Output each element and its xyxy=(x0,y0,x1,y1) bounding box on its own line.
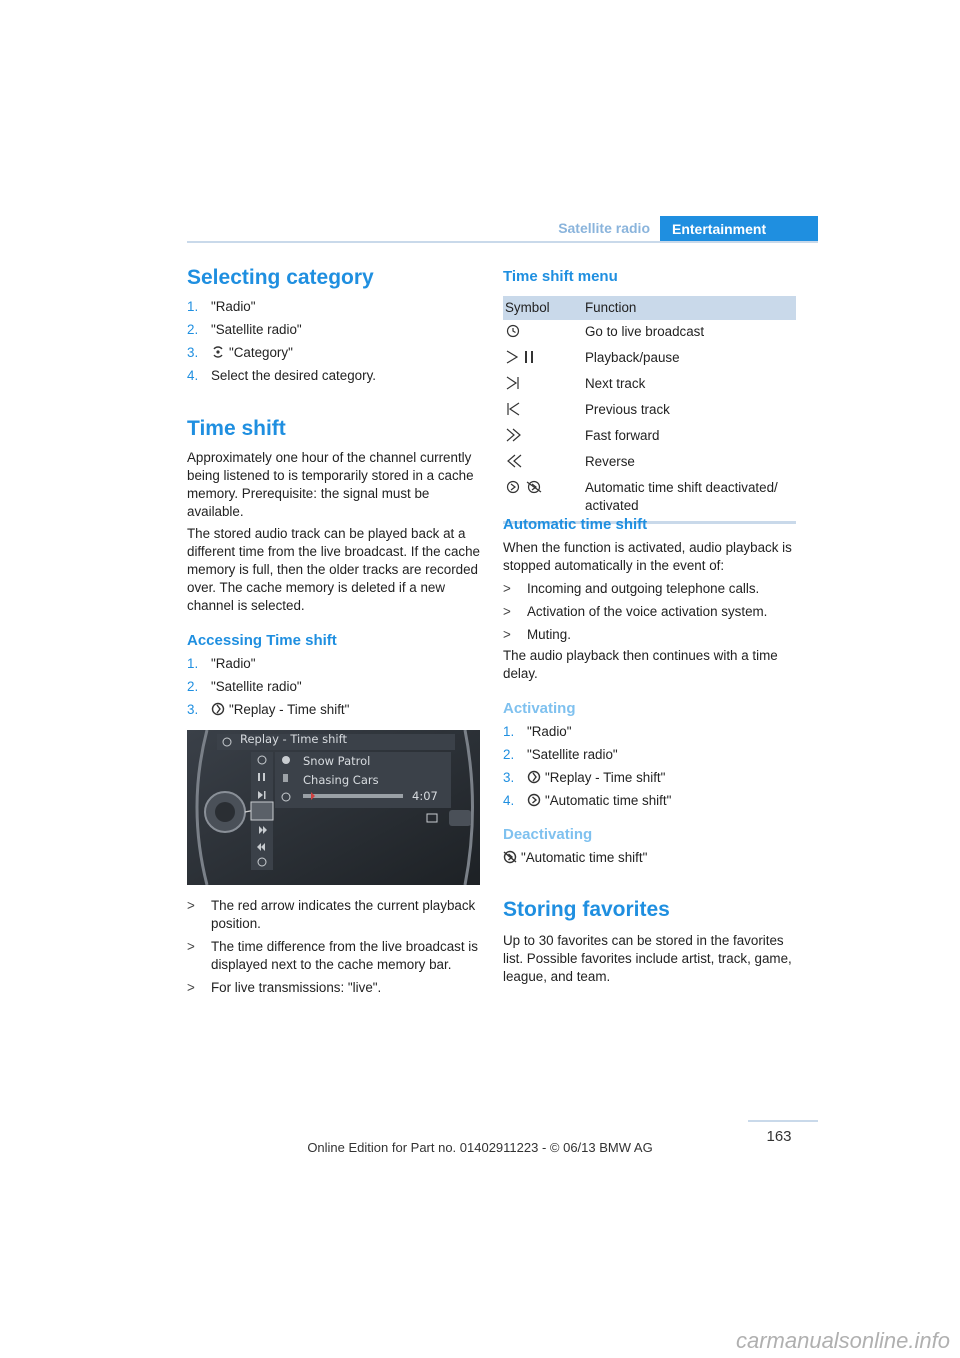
replay-icon xyxy=(211,702,225,716)
header-rule xyxy=(187,241,818,243)
automatic-time-shift-off-icon xyxy=(503,850,517,864)
time-shift-menu-table xyxy=(503,296,796,524)
table-header xyxy=(503,296,796,320)
activating-steps xyxy=(503,723,796,815)
list-item: > The red arrow indicates the current playback position. xyxy=(187,898,476,931)
list-item: > For live transmissions: "live". xyxy=(187,980,382,995)
category-icon xyxy=(211,345,225,359)
table-row: Fast forward xyxy=(503,424,796,450)
fast-forward-icon xyxy=(505,427,523,443)
list-item: 1. "Radio" xyxy=(503,724,572,739)
previous-track-icon xyxy=(505,401,521,417)
menu-heading: Time shift menu xyxy=(503,268,618,285)
list-item: 4. "Automatic time shift" xyxy=(503,793,672,808)
reverse-icon xyxy=(505,453,523,469)
header-chapter-tab: Entertainment xyxy=(660,216,818,243)
time-shift-paragraph-2: The stored audio track can be played back at a different time from the live broadcast. If the cache memory is full, then the older tracks are recorded over. The cache memory is deleted if a new channel is selected. xyxy=(187,526,481,613)
list-item: 2. "Satellite radio" xyxy=(503,747,618,762)
deactivating-text: "Automatic time shift" xyxy=(503,849,796,867)
screen-track: Chasing Cars xyxy=(303,773,379,787)
accessing-heading: Accessing Time shift xyxy=(187,632,337,649)
table-row: Reverse xyxy=(503,450,796,476)
header-section: Satellite radio xyxy=(558,220,650,236)
table-row: Go to live broadcast xyxy=(503,320,796,346)
table-row: Playback/pause xyxy=(503,346,796,372)
screen-title: Replay - Time shift xyxy=(240,732,347,746)
screen-notes xyxy=(187,897,480,1002)
play-pause-icon xyxy=(505,349,539,365)
list-item: 2. "Satellite radio" xyxy=(187,679,302,694)
selecting-category-steps xyxy=(187,298,480,390)
list-item: 4. Select the desired category. xyxy=(187,368,376,383)
favorites-paragraph: Up to 30 favorites can be stored in the favorites list. Possible favorites include artist, track, game, league, and team. xyxy=(503,933,792,984)
list-item: > Muting. xyxy=(503,627,571,642)
table-row: Previous track xyxy=(503,398,796,424)
list-item: > Activation of the voice activation system. xyxy=(503,604,768,619)
table-row: Automatic time shift deactivated/ activated xyxy=(503,476,796,521)
list-item: 1. "Radio" xyxy=(187,656,256,671)
watermark: carmanualsonline.info xyxy=(735,1328,950,1353)
favorites-heading: Storing favorites xyxy=(503,898,670,921)
replay-icon xyxy=(527,770,541,784)
col-function-header: Function xyxy=(585,300,637,315)
automatic-paragraph-2: The audio playback then continues with a time delay. xyxy=(503,648,778,681)
list-item: > Incoming and outgoing telephone calls. xyxy=(503,581,760,596)
automatic-bullets xyxy=(503,580,796,649)
list-item: 1. "Radio" xyxy=(187,299,256,314)
automatic-heading: Automatic time shift xyxy=(503,516,648,533)
selecting-category-heading: Selecting category xyxy=(187,266,374,289)
automatic-time-shift-icon xyxy=(505,479,545,495)
live-broadcast-icon xyxy=(505,323,521,339)
next-track-icon xyxy=(505,375,521,391)
list-item: 3. "Replay - Time shift" xyxy=(187,702,350,717)
deactivating-heading: Deactivating xyxy=(503,826,593,843)
time-shift-heading: Time shift xyxy=(187,417,286,440)
list-item: 3. "Category" xyxy=(187,345,293,360)
time-shift-paragraph-1: Approximately one hour of the channel currently being listened to is temporarily stored in a cache memory. Prerequisite: the signal must be available. xyxy=(187,450,474,519)
accessing-steps xyxy=(187,655,480,724)
idrive-screen xyxy=(187,730,480,885)
page-number-rule xyxy=(748,1120,818,1122)
table-row: Next track xyxy=(503,372,796,398)
screen-time: 4:07 xyxy=(412,789,438,803)
list-item: > The time difference from the live broadcast is displayed next to the cache memory bar. xyxy=(187,939,478,972)
list-item: 3. "Replay - Time shift" xyxy=(503,770,666,785)
screen-artist: Snow Patrol xyxy=(303,754,371,768)
automatic-paragraph-1: When the function is activated, audio playback is stopped automatically in the event of: xyxy=(503,540,792,573)
list-item: 2. "Satellite radio" xyxy=(187,322,302,337)
activating-heading: Activating xyxy=(503,700,576,717)
page-number: 163 xyxy=(766,1128,792,1145)
footer-text: Online Edition for Part no. 01402911223 - © 06/13 BMW AG xyxy=(307,1140,653,1155)
automatic-time-shift-icon xyxy=(527,793,541,807)
col-symbol-header: Symbol xyxy=(505,300,550,315)
